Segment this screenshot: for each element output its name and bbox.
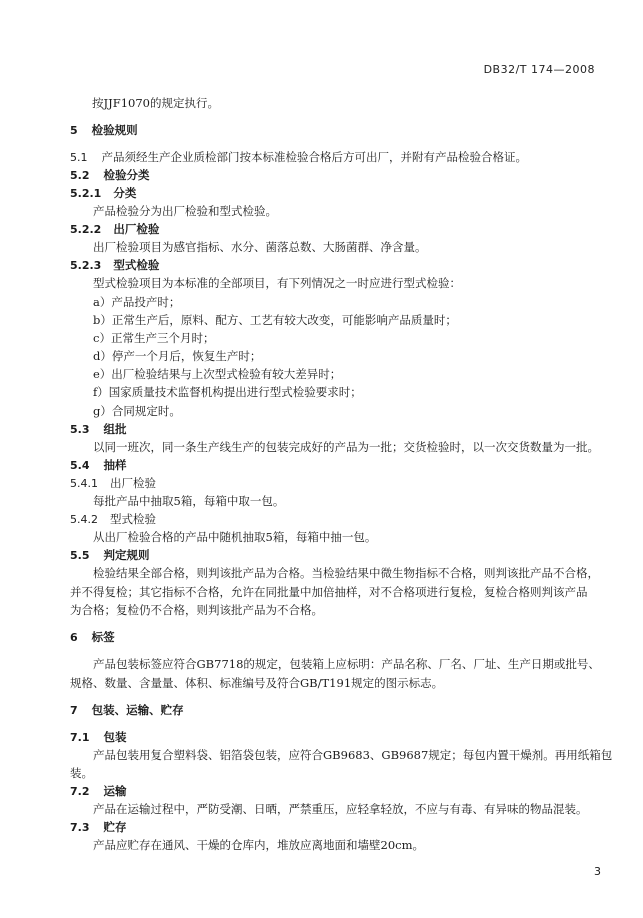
clause-title: 组批 xyxy=(103,422,127,436)
text-line: 检验结果全部合格，则判该批产品为合格。当检验结果中微生物指标不合格，则判该批产品不合格， xyxy=(93,566,599,580)
clause-7-2-heading xyxy=(70,783,127,800)
clause-5-5-heading xyxy=(70,547,150,564)
section-number: 5 xyxy=(70,124,78,137)
text-line: 产品包装标签应符合GB7718的规定，包装箱上应标明：产品名称、厂名、厂址、生产日期或批号、 xyxy=(93,657,600,671)
text-line: 规格、数量、含量量、体积、标准编号及符合GB/T191规定的图示标志。 xyxy=(70,676,444,690)
text-line: 按JJF1070的规定执行。 xyxy=(92,96,219,110)
clause-title: 检验分类 xyxy=(103,168,150,182)
clause-title: 分类 xyxy=(113,186,137,200)
clause-text: 产品须经生产企业质检部门按本标准检验合格后方可出厂，并附有产品检验合格证。 xyxy=(101,150,527,164)
clause-number: 5.5 xyxy=(70,549,90,562)
clause-5-4-heading xyxy=(70,457,127,474)
text-line: 每批产品中抽取5箱，每箱中取一包。 xyxy=(93,494,285,508)
clause-title: 型式检验 xyxy=(113,258,160,272)
list-item: c）正常生产三个月时； xyxy=(93,331,215,345)
clause-7-1-heading xyxy=(70,729,127,746)
document-code: DB32/T 174—2008 xyxy=(483,63,595,76)
list-item: g）合同规定时。 xyxy=(93,404,181,418)
clause-number: 7.3 xyxy=(70,821,90,834)
clause-5-2-heading xyxy=(70,167,150,184)
text-line: 型式检验项目为本标准的全部项目，有下列情况之一时应进行型式检验： xyxy=(93,276,461,290)
clause-7-3-heading xyxy=(70,819,127,836)
clause-number: 5.1 xyxy=(70,151,88,164)
section-title: 标签 xyxy=(91,630,115,644)
clause-5-3-heading xyxy=(70,421,127,438)
section-number: 6 xyxy=(70,631,78,644)
clause-title: 贮存 xyxy=(103,820,127,834)
clause-title: 抽样 xyxy=(103,458,127,472)
list-item: e）出厂检验结果与上次型式检验有较大差异时； xyxy=(93,367,342,381)
clause-title: 出厂检验 xyxy=(113,222,160,236)
clause-number: 5.2 xyxy=(70,169,90,182)
clause-number: 5.4.2 xyxy=(70,513,98,526)
clause-number: 5.3 xyxy=(70,423,90,436)
text-line: 装。 xyxy=(70,766,93,780)
list-item: d）停产一个月后，恢复生产时； xyxy=(93,349,262,363)
text-line: 为合格；复检仍不合格，则判该批产品为不合格。 xyxy=(70,603,323,617)
section-heading-6 xyxy=(70,629,115,646)
section-title: 检验规则 xyxy=(91,123,138,137)
section-number: 7 xyxy=(70,704,78,717)
clause-5-4-2-heading xyxy=(70,511,156,528)
text-line: 并不得复检；其它指标不合格，允许在同批量中加倍抽样，对不合格项进行复检，复检合格则判该产品 xyxy=(70,585,588,599)
clause-5-2-1-heading xyxy=(70,185,136,202)
clause-5-2-3-heading xyxy=(70,257,159,274)
text-line: 产品在运输过程中，严防受潮、日晒，严禁重压，应轻拿轻放，不应与有毒、有异味的物品混装。 xyxy=(93,802,588,816)
text-line: 产品包装用复合塑料袋、铝箔袋包装，应符合GB9683、GB9687规定；每包内置干燥剂。再用纸箱包 xyxy=(93,748,613,762)
clause-title: 运输 xyxy=(103,784,127,798)
clause-5-1 xyxy=(70,149,527,166)
text-line: 产品应贮存在通风、干燥的仓库内，堆放应离地面和墙壁20cm。 xyxy=(93,838,424,852)
clause-number: 7.1 xyxy=(70,731,90,744)
text-line: 从出厂检验合格的产品中随机抽取5箱，每箱中抽一包。 xyxy=(93,530,377,544)
clause-number: 5.2.2 xyxy=(70,223,102,236)
section-heading-7 xyxy=(70,702,184,719)
clause-number: 7.2 xyxy=(70,785,90,798)
clause-title: 包装 xyxy=(103,730,127,744)
clause-number: 5.4.1 xyxy=(70,477,98,490)
section-heading-5 xyxy=(70,122,138,139)
clause-number: 5.4 xyxy=(70,459,90,472)
clause-number: 5.2.1 xyxy=(70,187,102,200)
list-item: a）产品投产时； xyxy=(93,295,181,309)
clause-title: 判定规则 xyxy=(103,548,150,562)
list-item: b）正常生产后，原料、配方、工艺有较大改变，可能影响产品质量时； xyxy=(93,313,457,327)
clause-title: 出厂检验 xyxy=(110,476,156,490)
clause-5-2-2-heading xyxy=(70,221,159,238)
clause-number: 5.2.3 xyxy=(70,259,102,272)
text-line: 出厂检验项目为感官指标、水分、菌落总数、大肠菌群、净含量。 xyxy=(93,240,427,254)
page-number: 3 xyxy=(594,865,601,878)
text-line: 以同一班次，同一条生产线生产的包装完成好的产品为一批；交货检验时，以一次交货数量为一批。 xyxy=(93,440,599,454)
list-item: f）国家质量技术监督机构提出进行型式检验要求时； xyxy=(93,385,362,399)
clause-title: 型式检验 xyxy=(110,512,156,526)
section-title: 包装、运输、贮存 xyxy=(91,703,184,717)
text-line: 产品检验分为出厂检验和型式检验。 xyxy=(93,204,277,218)
clause-5-4-1-heading xyxy=(70,475,156,492)
